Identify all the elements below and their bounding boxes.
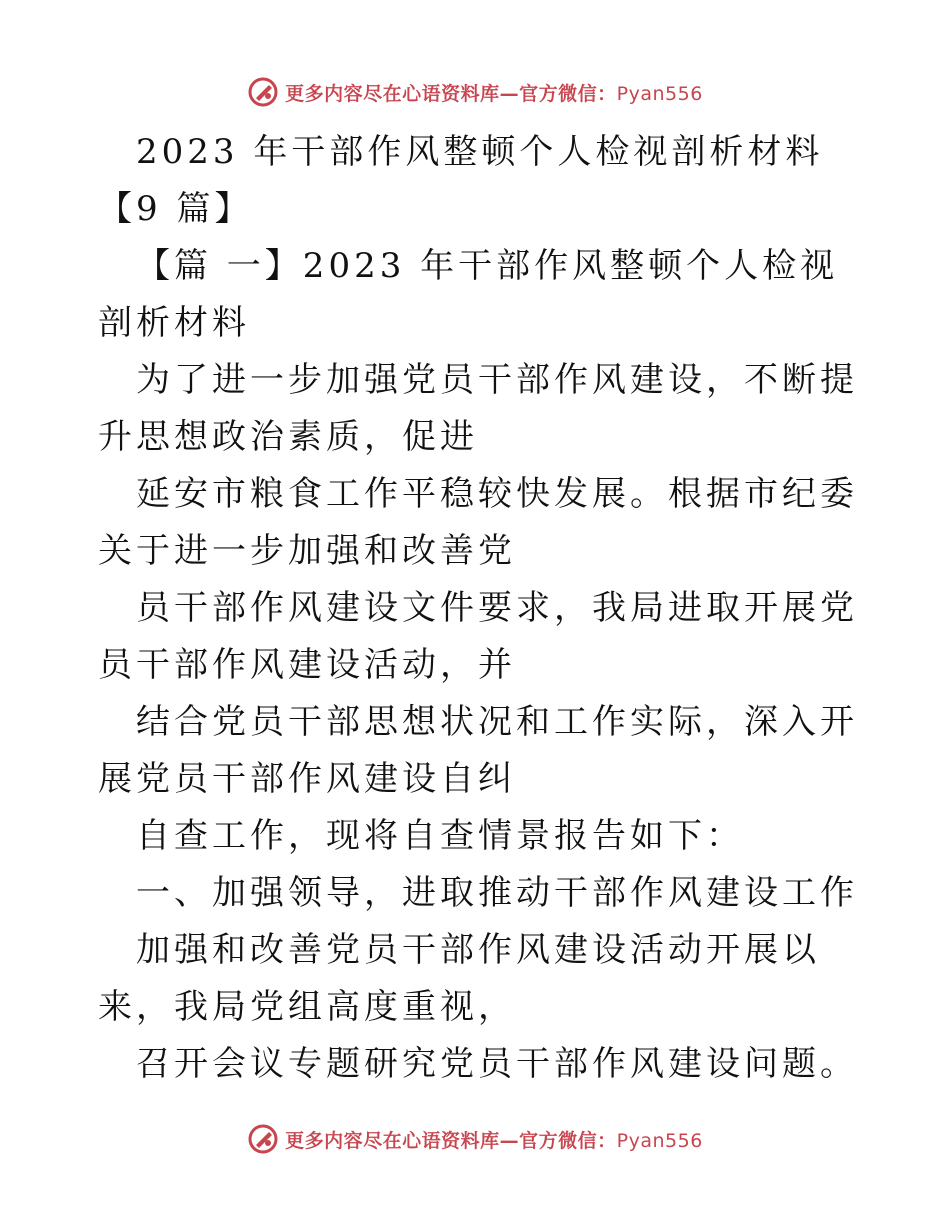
watermark-header: [0, 72, 950, 112]
paragraph: 加强和改善党员干部作风建设活动开展以来，我局党组高度重视，: [98, 930, 820, 1027]
paragraph: 为了进一步加强党员干部作风建设，不断提升思想政治素质，促进: [98, 360, 858, 457]
paragraph: 召开会议专题研究党员干部作风建设问题。: [136, 1044, 858, 1084]
watermark-footer: [0, 1119, 950, 1159]
document-title: 2023 年干部作风整顿个人检视剖析材料【9 篇】: [98, 132, 824, 229]
logo-icon: [247, 1123, 279, 1155]
watermark-text: 更多内容尽在心语资料库—官方微信：Pyan556: [285, 82, 703, 105]
document-body: [98, 124, 858, 1093]
paragraph: 员干部作风建设文件要求，我局进取开展党员干部作风建设活动，并: [98, 588, 858, 685]
paragraph: 延安市粮食工作平稳较快发展。根据市纪委关于进一步加强和改善党: [98, 474, 858, 571]
paragraph: 【篇 一】2023 年干部作风整顿个人检视剖析材料: [98, 246, 839, 343]
watermark-text: 更多内容尽在心语资料库—官方微信：Pyan556: [285, 1129, 703, 1152]
section-heading: 一、加强领导，进取推动干部作风建设工作: [136, 873, 858, 913]
paragraph: 自查工作，现将自查情景报告如下：: [136, 816, 744, 856]
logo-icon: [247, 76, 279, 108]
paragraph: 结合党员干部思想状况和工作实际，深入开展党员干部作风建设自纠: [98, 702, 858, 799]
